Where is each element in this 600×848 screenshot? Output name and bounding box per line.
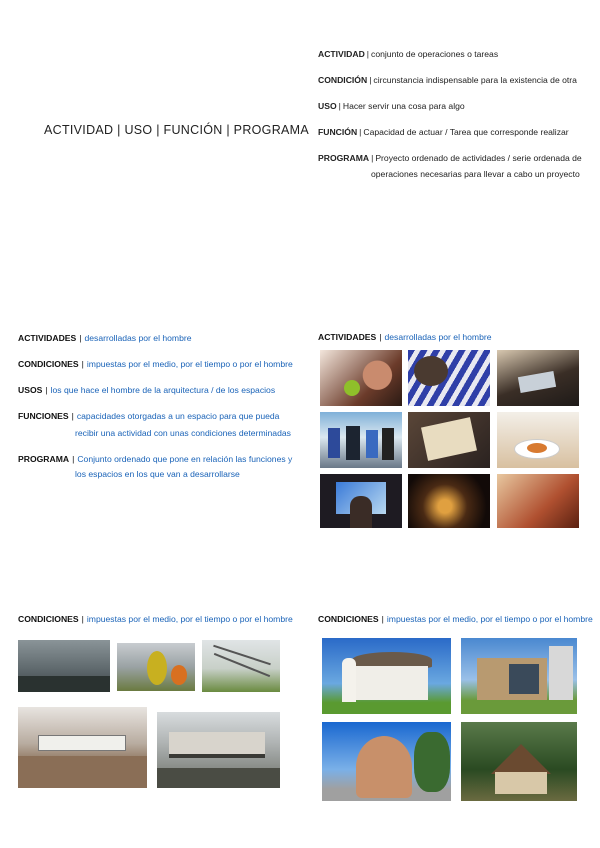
photo-wire-fence <box>202 640 280 692</box>
concept-actividades: ACTIVIDADES | desarrolladas por el hombre <box>18 333 192 343</box>
photo-stone-dome-chapel <box>322 722 451 801</box>
conditions-left-heading: CONDICIONES | impuestas por el medio, por el tiempo o por el hombre <box>18 614 293 624</box>
photo-people-table <box>497 474 579 528</box>
photo-rainy-window <box>18 640 110 692</box>
photo-laundry-hanging <box>320 412 402 468</box>
definition-text: Proyecto ordenado de actividades / serie ordenada de <box>375 153 582 163</box>
photo-autumn-trees <box>117 643 195 691</box>
photo-plate-food <box>497 412 579 468</box>
term: USO <box>318 101 337 111</box>
photo-villa-savoye-ruin <box>157 712 280 788</box>
definition-text: circunstancia indispensable para la existencia de otra <box>373 75 577 85</box>
definition-text: conjunto de operaciones o tareas <box>371 49 499 59</box>
concept-condiciones: CONDICIONES | impuestas por el medio, por el tiempo o por el hombre <box>18 359 293 369</box>
term: CONDICIÓN <box>318 75 368 85</box>
photo-forest-chapel <box>461 722 577 801</box>
term: PROGRAMA <box>318 153 370 163</box>
definition-condicion: CONDICIÓN | circunstancia indispensable para la existencia de otra <box>318 75 577 85</box>
photo-brick-building <box>461 638 577 714</box>
photo-working-night <box>408 474 490 528</box>
photo-ronchamp-chapel <box>322 638 451 714</box>
definition-actividad: ACTIVIDAD | conjunto de operaciones o tareas <box>318 49 499 59</box>
photo-hands-tablet <box>497 350 579 406</box>
photo-woman-eating-apple <box>320 350 402 406</box>
definition-text: Hacer servir una cosa para algo <box>342 101 465 111</box>
concept-funciones: FUNCIONES | capacidades otorgadas a un espacio para que pueda <box>18 411 280 421</box>
photo-person-sleeping <box>408 350 490 406</box>
concept-programa: PROGRAMA | Conjunto ordenado que pone en relación las funciones y <box>18 454 293 464</box>
definition-uso: USO | Hacer servir una cosa para algo <box>318 101 465 111</box>
concept-funciones-cont: recibir una actividad con unas condiciones determinadas <box>75 428 291 438</box>
term: FUNCIÓN <box>318 127 358 137</box>
definition-text: Capacidad de actuar / Tarea que corresponde realizar <box>363 127 569 137</box>
concept-usos: USOS | los que hace el hombre de la arquitectura / de los espacios <box>18 385 276 395</box>
definition-programa-cont: operaciones necesarias para llevar a cabo un proyecto <box>371 169 580 179</box>
page-title: ACTIVIDAD | USO | FUNCIÓN | PROGRAMA <box>44 123 310 137</box>
concept-programa-cont: los espacios en los que van a desarrollarse <box>75 469 240 479</box>
conditions-right-heading: CONDICIONES | impuestas por el medio, por el tiempo o por el hombre <box>318 614 593 624</box>
photo-farnsworth-flooded <box>18 707 147 788</box>
photo-reading-book <box>408 412 490 468</box>
definition-funcion: FUNCIÓN | Capacidad de actuar / Tarea que corresponde realizar <box>318 127 569 137</box>
definition-programa: PROGRAMA | Proyecto ordenado de actividades / serie ordenada de <box>318 153 582 163</box>
photo-child-watching-tv <box>320 474 402 528</box>
activities-heading: ACTIVIDADES | desarrolladas por el hombre <box>318 332 492 342</box>
term: ACTIVIDAD <box>318 49 365 59</box>
